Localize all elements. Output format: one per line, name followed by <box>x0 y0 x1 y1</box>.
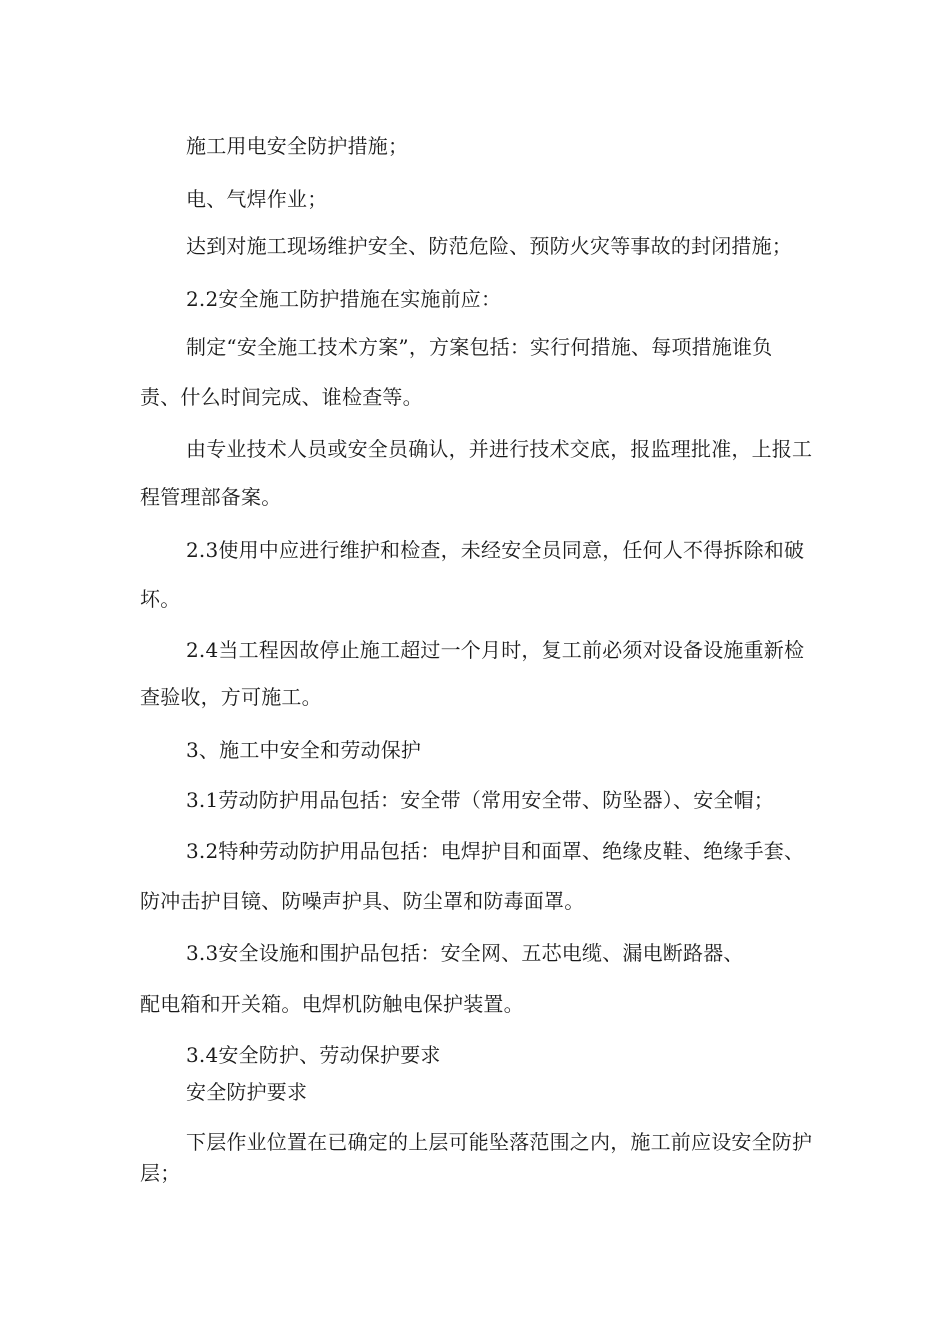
text-line: 2.4当工程因故停止施工超过一个月时，复工前必须对设备设施重新检 <box>186 638 805 662</box>
text-line: 程管理部备案。 <box>140 485 282 509</box>
text-line: 3.2特种劳动防护用品包括：电焊护目和面罩、绝缘皮鞋、绝缘手套、 <box>186 839 805 863</box>
text-line: 2.2安全施工防护措施在实施前应： <box>186 287 502 311</box>
text-line: 3.4安全防护、劳动保护要求 <box>186 1043 441 1067</box>
text-line: 3.1劳动防护用品包括：安全带（常用安全带、防坠器）、安全帽； <box>186 788 775 812</box>
text-line: 防冲击护目镜、防噪声护具、防尘罩和防毒面罩。 <box>140 889 585 913</box>
text-line: 配电箱和开关箱。电焊机防触电保护装置。 <box>140 992 524 1016</box>
text-line: 安全防护要求 <box>186 1080 308 1104</box>
text-line: 3.3安全设施和围护品包括：安全网、五芯电缆、漏电断路器、 <box>186 941 744 965</box>
text-line: 责、什么时间完成、谁检查等。 <box>140 385 423 409</box>
text-line: 电、气焊作业； <box>186 187 328 211</box>
text-line: 由专业技术人员或安全员确认，并进行技术交底，报监理批准，上报工 <box>186 437 813 461</box>
text-line: 层； <box>140 1161 181 1185</box>
text-line: 下层作业位置在已确定的上层可能坠落范围之内，施工前应设安全防护 <box>186 1130 813 1154</box>
text-line: 坏。 <box>140 587 181 611</box>
text-line: 2.3使用中应进行维护和检查，未经安全员同意，任何人不得拆除和破 <box>186 538 805 562</box>
text-line: 制定“安全施工技术方案”，方案包括：实行何措施、每项措施谁负 <box>186 335 773 359</box>
text-line: 查验收，方可施工。 <box>140 685 322 709</box>
text-line: 施工用电安全防护措施； <box>186 134 409 158</box>
text-line: 达到对施工现场维护安全、防范危险、预防火灾等事故的封闭措施； <box>186 234 792 258</box>
section-heading: 3、施工中安全和劳动保护 <box>186 738 422 762</box>
